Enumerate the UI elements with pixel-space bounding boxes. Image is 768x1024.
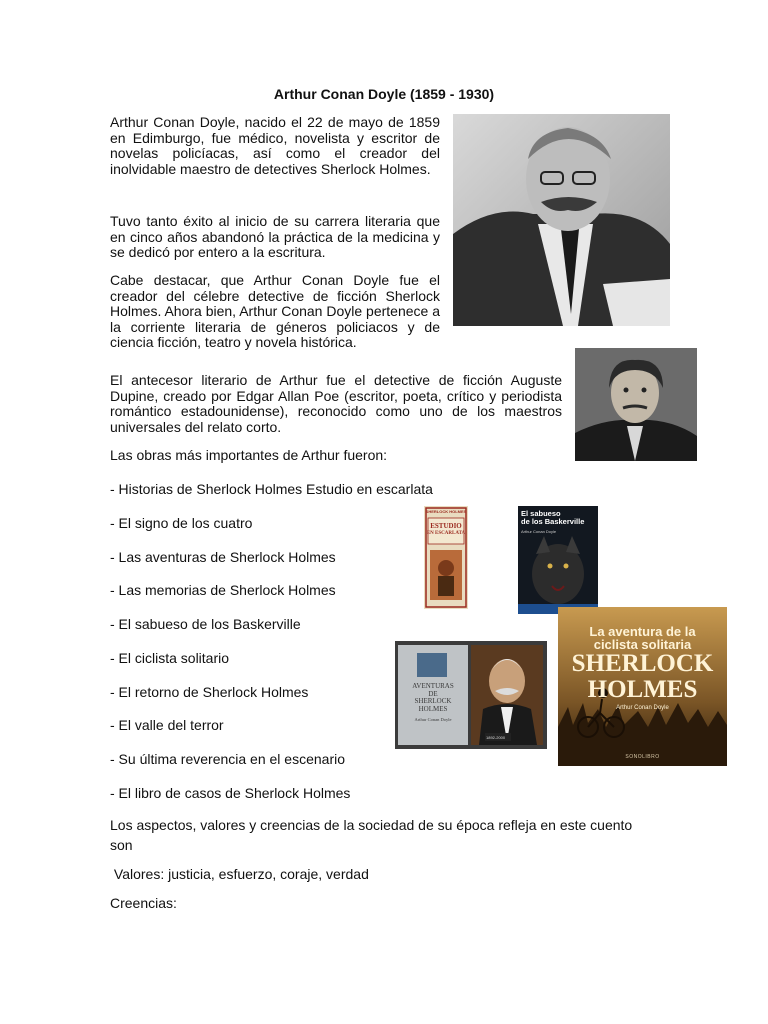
cover-aventuras-title-line1: AVENTURAS xyxy=(412,682,454,690)
cover-ciclista-main-title xyxy=(558,651,727,703)
paragraph-predecessor: El antecesor literario de Arthur fue el detective de ficción Auguste Dupine, creado por Edgar Allan Poe (escritor, poeta, crítico y periodista romántico estadounidense), reconocido como uno de los maestros universales del relato corto. xyxy=(110,372,562,435)
cover-sabueso-title-line2: de los Baskerville xyxy=(521,517,585,526)
cover-estudio-en-escarlata xyxy=(424,506,468,609)
cover-aventuras-title xyxy=(398,683,468,713)
works-list-item: - El signo de los cuatro xyxy=(110,515,253,531)
works-list-item: - El ciclista solitario xyxy=(110,650,230,666)
cover-sabueso-title xyxy=(521,510,595,526)
cover-aventuras xyxy=(395,641,547,749)
works-list-item: - Las memorias de Sherlock Holmes xyxy=(110,582,336,598)
cover-aventuras-title-line4: HOLMES xyxy=(418,704,448,713)
cover-ciclista-solitaria xyxy=(558,607,727,766)
paragraph-success: Tuvo tanto éxito al inicio de su carrera literaria que en cinco años abandonó la práctica de la medicina y se dedicó por entero a la escritura. xyxy=(110,213,440,261)
cover-ciclista-title-line1: La aventura de la xyxy=(589,624,696,639)
works-list-item: - El sabueso de los Baskerville xyxy=(110,616,301,632)
cover-ciclista-subtitle xyxy=(558,625,727,651)
portrait-edgar-allan-poe xyxy=(575,348,697,461)
cover-aventuras-author: Arthur Conan Doyle xyxy=(414,717,452,722)
paragraph-creator-text: Cabe destacar, que Arthur Conan Doyle fue el creador del célebre detective de ficción Sherlock Holmes. Ahora bien, Arthur Conan Doyle pertenece a la corriente literaria de géneros policiacos y de ciencia ficción, teatro y novela histórica. xyxy=(110,272,440,351)
cover-ciclista-title-line4: HOLMES xyxy=(587,676,698,703)
works-list-item: - El libro de casos de Sherlock Holmes xyxy=(110,785,351,801)
paragraph-bio: Arthur Conan Doyle, nacido el 22 de mayo de 1859 en Edimburgo, fue médico, novelista y escritor de novelas policíacas, así como el creador del inolvidable maestro de detectives Sherlock Holmes. xyxy=(110,114,440,177)
cover-ciclista-publisher: SONOLIBRO xyxy=(625,754,660,760)
works-list-item: - Las aventuras de Sherlock Holmes xyxy=(110,549,336,565)
cover-aventuras-title-line3: SHERLOCK xyxy=(414,697,452,705)
portrait-poe-drawing xyxy=(575,348,697,461)
cover-ciclista-author: Arthur Conan Doyle xyxy=(616,705,669,711)
page-title: Arthur Conan Doyle (1859 - 1930) xyxy=(273,86,495,102)
works-list-item: - El valle del terror xyxy=(110,717,224,733)
works-list-item: - Historias de Sherlock Holmes Estudio en escarlata xyxy=(110,481,433,497)
portrait-conan-doyle-drawing xyxy=(453,114,670,326)
cover-ciclista-title-line3: SHERLOCK xyxy=(571,650,714,677)
paragraph-values: Valores: justicia, esfuerzo, coraje, verdad xyxy=(110,866,369,882)
cover-estudio-title-line1: ESTUDIO xyxy=(430,522,462,530)
cover-sabueso-author: Arthur Conan Doyle xyxy=(521,529,557,534)
cover-aventuras-year: 1892-2000 xyxy=(486,735,506,740)
cover-estudio-top-text: SHERLOCK HOLMES xyxy=(425,509,467,514)
cover-aventuras-title-line2: DE xyxy=(428,689,438,698)
cover-estudio-title-line2: EN ESCARLATA xyxy=(426,531,466,536)
cover-estudio-title xyxy=(424,522,468,538)
works-list-item: - Su última reverencia en el escenario xyxy=(110,751,346,767)
cover-ciclista-title-line2: ciclista solitaria xyxy=(593,637,692,652)
works-list-item: - El retorno de Sherlock Holmes xyxy=(110,684,309,700)
cover-sabueso-title-line1: El sabueso xyxy=(521,509,561,518)
paragraph-aspects: Los aspectos, valores y creencias de la sociedad de su época refleja en este cuento son xyxy=(110,817,633,853)
paragraph-beliefs: Creencias: xyxy=(110,895,177,911)
works-intro: Las obras más importantes de Arthur fueron: xyxy=(110,447,388,463)
cover-el-sabueso xyxy=(518,506,598,614)
portrait-conan-doyle xyxy=(453,114,670,326)
